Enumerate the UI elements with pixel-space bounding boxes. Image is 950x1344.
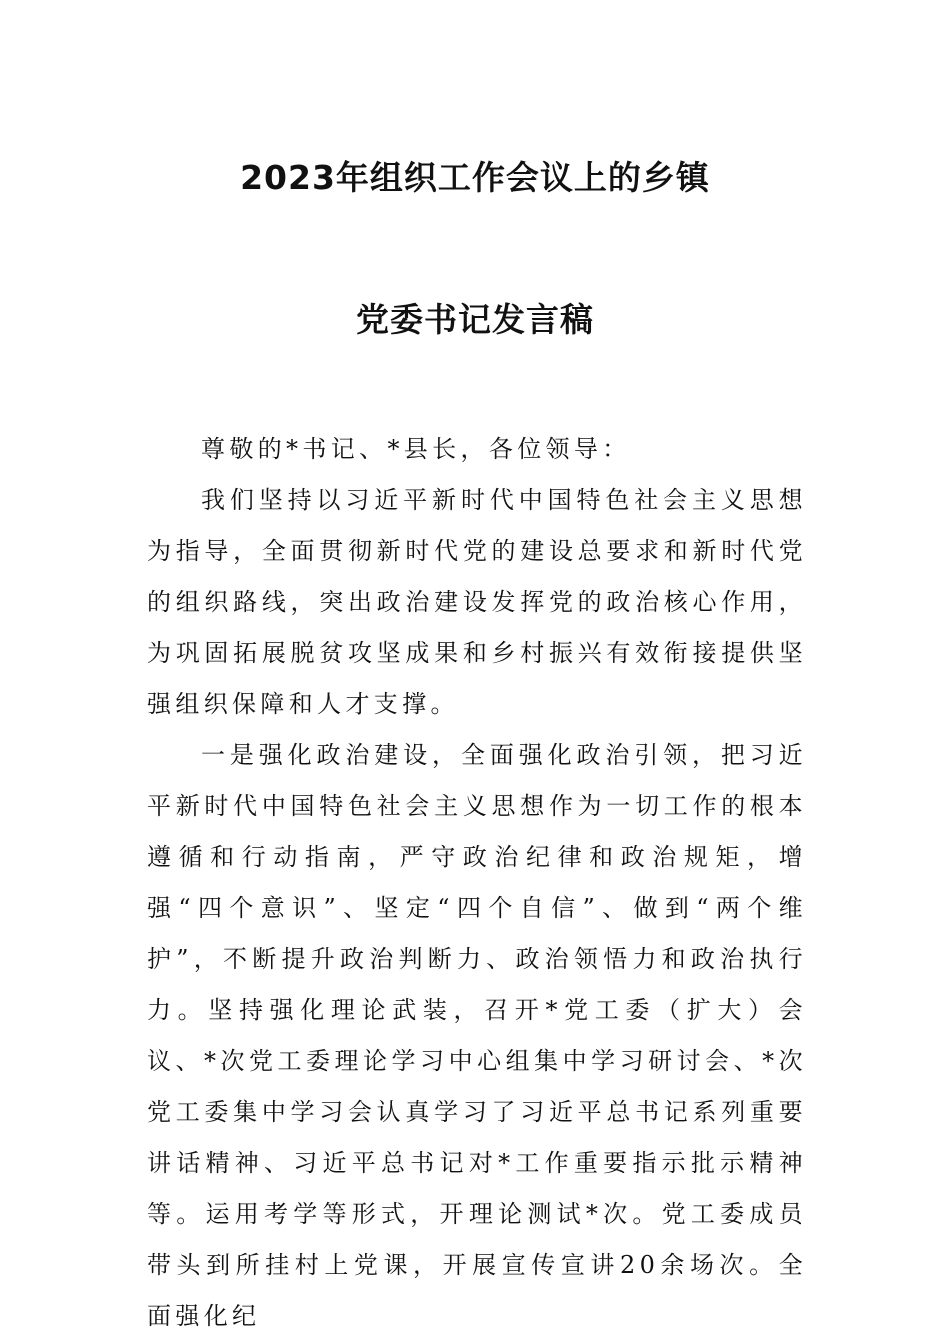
- document-title-line-2: 党委书记发言稿: [356, 300, 594, 339]
- salutation: 尊敬的*书记、*县长，各位领导：: [201, 435, 631, 463]
- document-title-line-1: 2023年组织工作会议上的乡镇: [240, 158, 710, 197]
- paragraph-intro: 我们坚持以习近平新时代中国特色社会主义思想为指导，全面贯彻新时代党的建设总要求和新时代党的组织路线，突出政治建设发挥党的政治核心作用，为巩固拓展脱贫攻坚成果和乡村振兴有效衔接提供坚强组织保障和人才支撑。: [147, 486, 807, 718]
- paragraph-political-building: 一是强化政治建设，全面强化政治引领，把习近平新时代中国特色社会主义思想作为一切工作的根本遵循和行动指南，严守政治纪律和政治规矩，增强“四个意识”、坚定“四个自信”、做到“两个维护”，不断提升政治判断力、政治领悟力和政治执行力。坚持强化理论武装，召开*党工委（扩大）会议、*次党工委理论学习中心组集中学习研讨会、*次党工委集中学习会认真学习了习近平总书记系列重要讲话精神、习近平总书记对*工作重要指示批示精神等。运用考学等形式，开理论测试*次。党工委成员带头到所挂村上党课，开展宣传宣讲20余场次。全面强化纪: [147, 741, 807, 1330]
